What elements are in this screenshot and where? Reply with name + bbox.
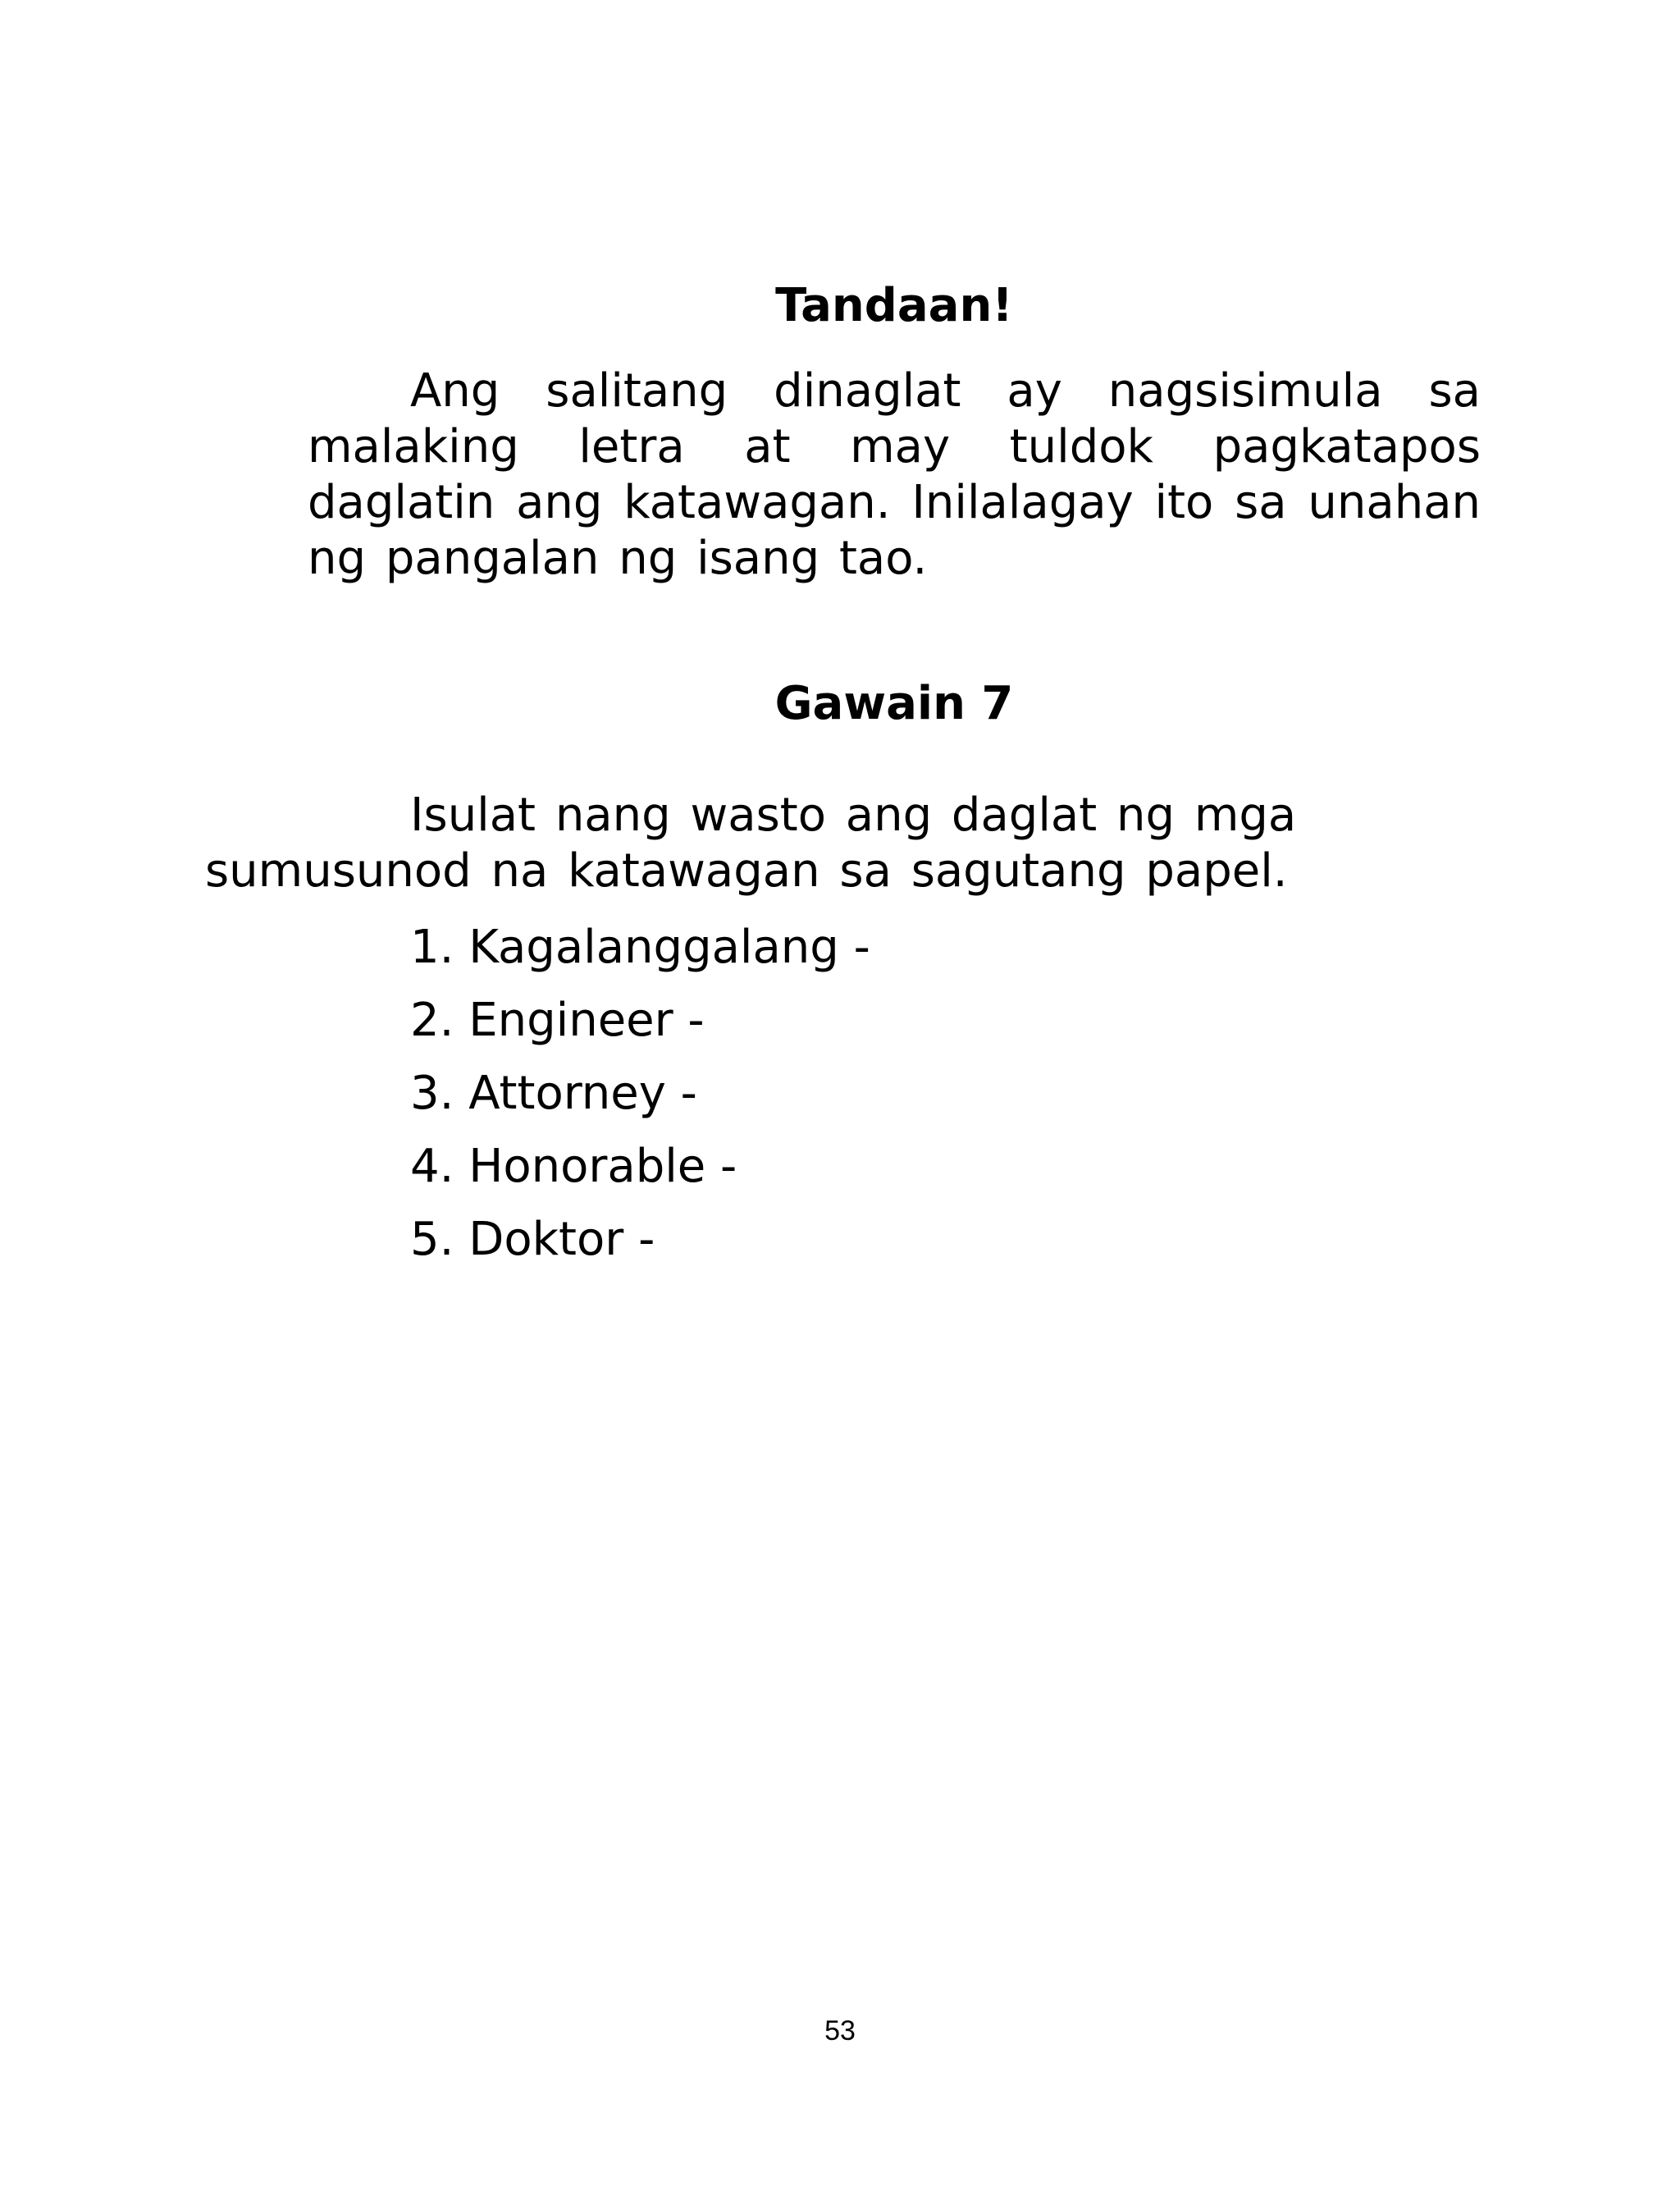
gawain-instruction bbox=[205, 788, 1481, 899]
gawain-instruction-line-2: sumusunod na katawagan sa sagutang papel. bbox=[205, 844, 1288, 898]
page-number: 53 bbox=[824, 2015, 856, 2046]
list-item: 5. Doktor - bbox=[410, 1213, 655, 1266]
gawain-heading: Gawain 7 bbox=[774, 677, 1014, 730]
tandaan-paragraph: Ang salitang dinaglat ay nagsisimula sa malaking letra at may tuldok pagkatapos daglatin ang katawagan. Inilalagay ito sa unahan ng pangalan ng isang tao. bbox=[308, 364, 1481, 585]
list-item: 3. Attorney - bbox=[410, 1067, 697, 1120]
list-item: 2. Engineer - bbox=[410, 994, 705, 1047]
list-item: 1. Kagalanggalang - bbox=[410, 921, 870, 974]
abbreviation-list bbox=[410, 911, 870, 1276]
list-item: 4. Honorable - bbox=[410, 1140, 737, 1193]
gawain-instruction-line-1: Isulat nang wasto ang daglat ng mga bbox=[410, 789, 1297, 842]
tandaan-heading: Tandaan! bbox=[775, 279, 1013, 332]
